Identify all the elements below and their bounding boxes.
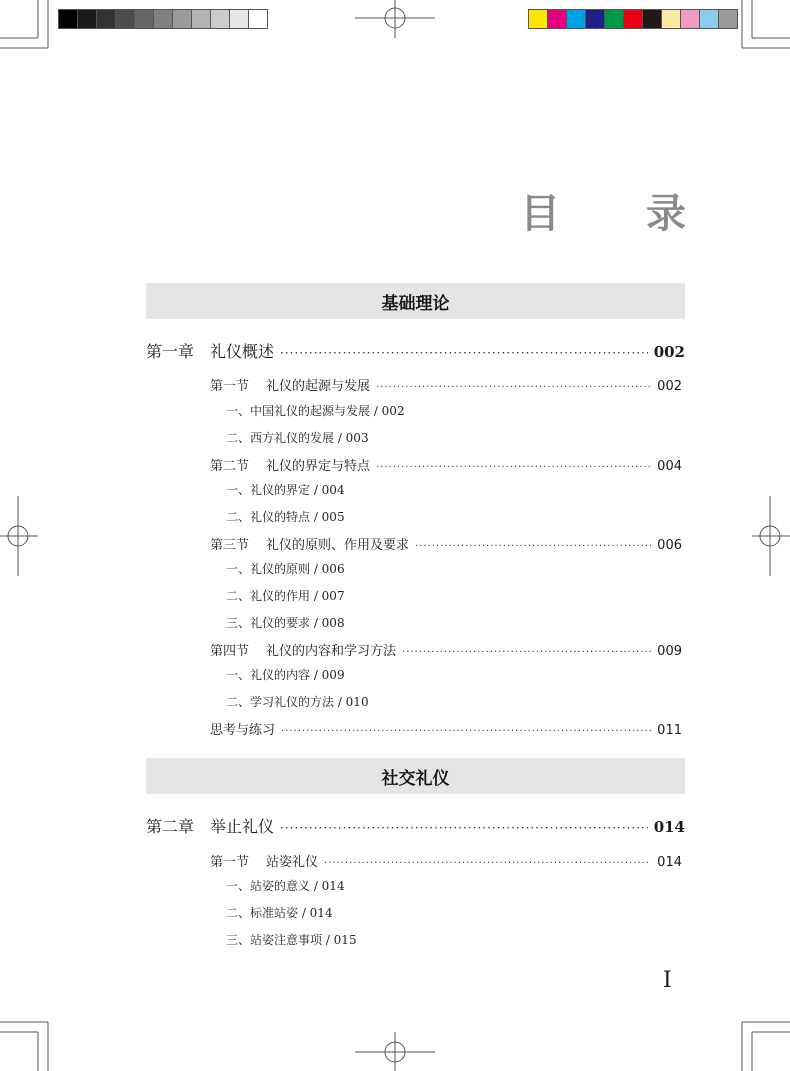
color-swatch <box>58 9 77 29</box>
part-heading: 社交礼仪 <box>146 758 685 794</box>
gray-calibration-strip <box>58 9 268 28</box>
color-swatch <box>134 9 153 29</box>
section-title: 站姿礼仪 <box>266 855 319 870</box>
color-swatch <box>528 9 547 29</box>
section-entry[interactable] <box>210 851 682 870</box>
color-swatch <box>191 9 210 29</box>
dot-leader <box>415 541 651 552</box>
page-number: 006 <box>657 538 682 553</box>
exercises-entry[interactable] <box>210 719 682 738</box>
chapter-title: 礼仪概述 <box>210 342 275 361</box>
chapter-entry[interactable] <box>146 339 685 362</box>
part-heading: 基础理论 <box>146 283 685 319</box>
color-swatch <box>623 9 642 29</box>
color-swatch <box>718 9 738 29</box>
color-swatch <box>699 9 718 29</box>
color-calibration-strip <box>528 9 738 28</box>
list-item[interactable]: 二、标准站姿 / 014 <box>226 906 333 920</box>
section-title: 思考与练习 <box>210 723 276 738</box>
section-entry[interactable] <box>210 640 682 659</box>
section-number: 第一节 <box>210 379 250 394</box>
chapter-number: 第二章 <box>146 817 195 836</box>
color-swatch <box>172 9 191 29</box>
section-number: 第一节 <box>210 855 250 870</box>
list-item[interactable]: 一、礼仪的界定 / 004 <box>226 483 345 497</box>
dot-leader <box>402 647 651 658</box>
page-number: 014 <box>657 855 682 870</box>
color-swatch <box>547 9 566 29</box>
color-swatch <box>585 9 604 29</box>
list-item[interactable]: 二、西方礼仪的发展 / 003 <box>226 431 369 445</box>
chapter-entry[interactable] <box>146 814 685 837</box>
color-swatch <box>248 9 268 29</box>
section-entry[interactable] <box>210 534 682 553</box>
page-number: 004 <box>657 459 682 474</box>
page-title: 目 录 <box>520 191 722 237</box>
dot-leader <box>280 346 648 360</box>
section-number: 第二节 <box>210 459 250 474</box>
list-item[interactable]: 三、站姿注意事项 / 015 <box>226 933 357 947</box>
section-number: 第四节 <box>210 644 250 659</box>
color-swatch <box>566 9 585 29</box>
list-item[interactable]: 一、礼仪的内容 / 009 <box>226 668 345 682</box>
color-swatch <box>210 9 229 29</box>
list-item[interactable]: 二、礼仪的作用 / 007 <box>226 589 345 603</box>
page-number: 002 <box>657 379 682 394</box>
chapter-title: 举止礼仪 <box>210 817 275 836</box>
page-folio: I <box>663 968 672 993</box>
dot-leader <box>281 726 651 737</box>
section-number: 第三节 <box>210 538 250 553</box>
color-swatch <box>115 9 134 29</box>
list-item[interactable]: 三、礼仪的要求 / 008 <box>226 616 345 630</box>
color-swatch <box>680 9 699 29</box>
section-title: 礼仪的起源与发展 <box>266 379 371 394</box>
page-number: 011 <box>657 723 682 738</box>
color-swatch <box>661 9 680 29</box>
color-swatch <box>642 9 661 29</box>
list-item[interactable]: 二、学习礼仪的方法 / 010 <box>226 695 369 709</box>
color-swatch <box>604 9 623 29</box>
dot-leader <box>376 462 651 473</box>
color-swatch <box>153 9 172 29</box>
list-item[interactable]: 一、站姿的意义 / 014 <box>226 879 345 893</box>
section-title: 礼仪的界定与特点 <box>266 459 371 474</box>
section-title: 礼仪的原则、作用及要求 <box>266 538 410 553</box>
page-number: 014 <box>653 818 685 836</box>
page-number: 009 <box>657 644 682 659</box>
color-swatch <box>229 9 248 29</box>
section-title: 礼仪的内容和学习方法 <box>266 644 397 659</box>
dot-leader <box>280 821 648 835</box>
list-item[interactable]: 一、礼仪的原则 / 006 <box>226 562 345 576</box>
page-number: 002 <box>653 343 685 361</box>
color-swatch <box>77 9 96 29</box>
color-swatch <box>96 9 115 29</box>
chapter-number: 第一章 <box>146 342 195 361</box>
section-entry[interactable] <box>210 455 682 474</box>
dot-leader <box>376 382 651 393</box>
list-item[interactable]: 二、礼仪的特点 / 005 <box>226 510 345 524</box>
section-entry[interactable] <box>210 375 682 394</box>
dot-leader <box>324 858 651 869</box>
list-item[interactable]: 一、中国礼仪的起源与发展 / 002 <box>226 404 405 418</box>
